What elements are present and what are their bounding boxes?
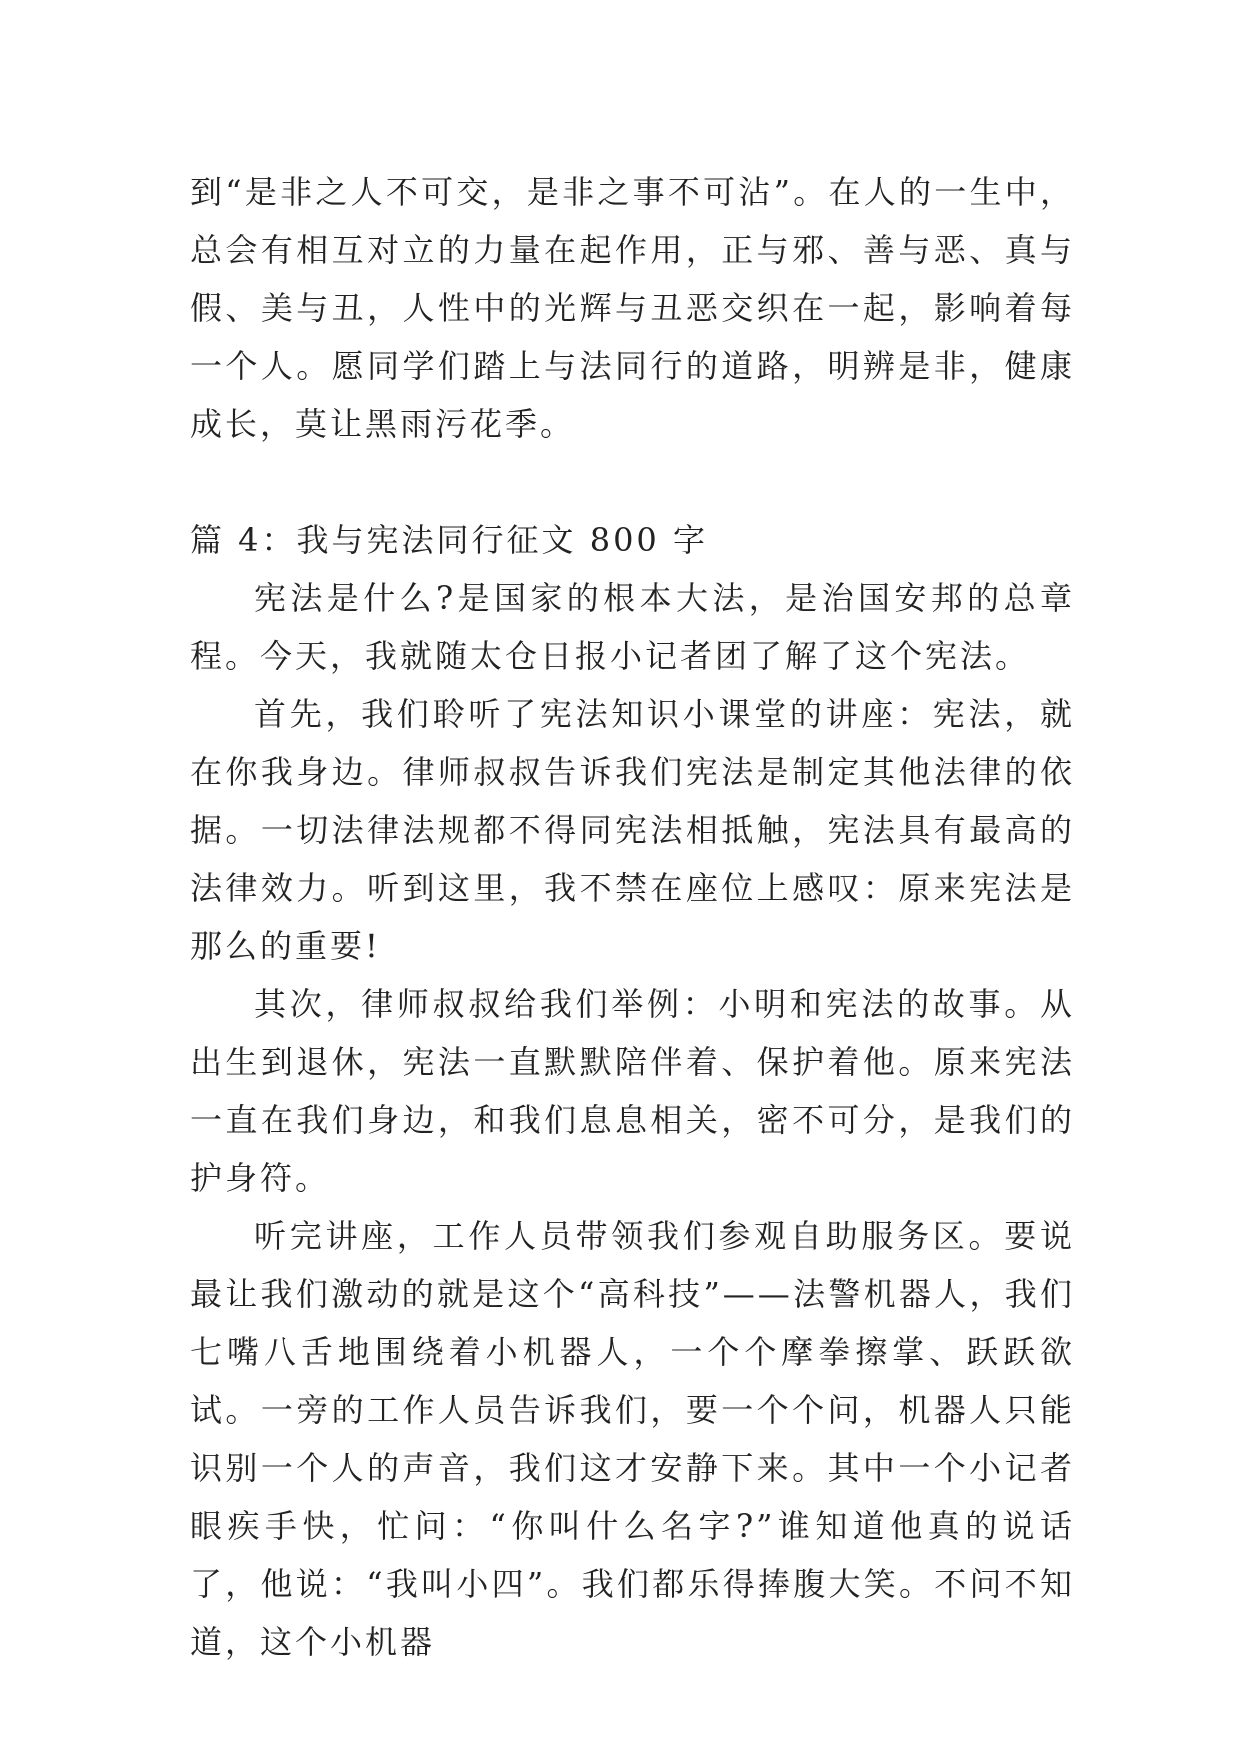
- paragraph-1: 宪法是什么?是国家的根本大法，是治国安邦的总章程。今天，我就随太仓日报小记者团了解了这个宪法。: [190, 579, 1075, 675]
- paragraph-2: 首先，我们聆听了宪法知识小课堂的讲座：宪法，就在你我身边。律师叔叔告诉我们宪法是制定其他法律的依据。一切法律法规都不得同宪法相抵触，宪法具有最高的法律效力。听到这里，我不禁在座位上感叹：原来宪法是那么的重要!: [190, 695, 1075, 965]
- document-page: [190, 163, 1075, 1671]
- paragraph-3: 其次，律师叔叔给我们举例：小明和宪法的故事。从出生到退休，宪法一直默默陪伴着、保护着他。原来宪法一直在我们身边，和我们息息相关，密不可分，是我们的护身符。: [190, 985, 1075, 1197]
- paragraph-previous-section-end: 到“是非之人不可交，是非之事不可沾”。在人的一生中，总会有相互对立的力量在起作用，正与邪、善与恶、真与假、美与丑，人性中的光辉与丑恶交织在一起，影响着每一个人。愿同学们踏上与法同行的道路，明辨是非，健康成长，莫让黑雨污花季。: [190, 173, 1075, 443]
- paragraph-4: 听完讲座，工作人员带领我们参观自助服务区。要说最让我们激动的就是这个“高科技”——法警机器人，我们七嘴八舌地围绕着小机器人，一个个摩拳擦掌、跃跃欲试。一旁的工作人员告诉我们，要一个个问，机器人只能识别一个人的声音，我们这才安静下来。其中一个小记者眼疾手快，忙问：“你叫什么名字?”谁知道他真的说话了，他说：“我叫小四”。我们都乐得捧腹大笑。不问不知道，这个小机器: [190, 1217, 1075, 1661]
- section-spacer: [190, 453, 1075, 511]
- section-heading: 篇 4：我与宪法同行征文 800 字: [190, 521, 708, 559]
